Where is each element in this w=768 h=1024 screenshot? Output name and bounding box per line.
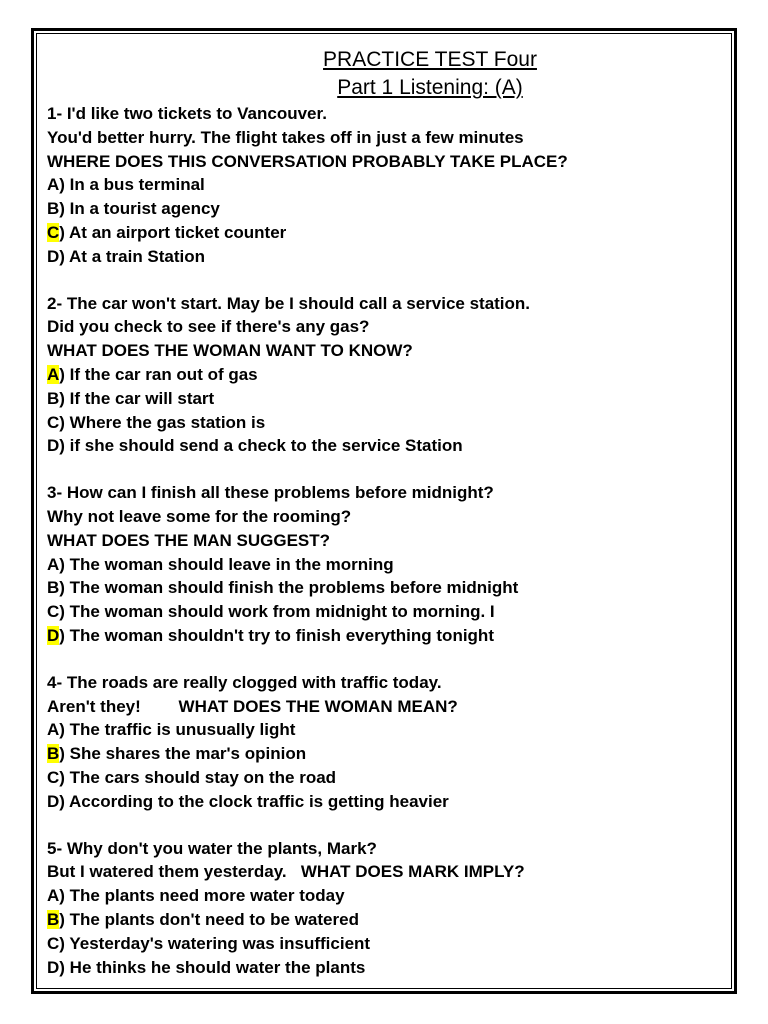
test-content — [47, 46, 717, 1002]
answer-option — [47, 624, 717, 648]
answer-option — [47, 245, 717, 269]
dialogue-line: 3- How can I finish all these problems before midnight? — [47, 483, 494, 503]
question-block — [47, 102, 717, 269]
answer-letter: D — [47, 436, 60, 456]
answer-letter-highlighted: C — [47, 222, 60, 242]
answer-letter: A — [47, 175, 60, 195]
question-prompt: WHAT DOES THE MAN SUGGEST? — [47, 530, 331, 550]
question-block — [47, 481, 717, 648]
dialogue-line: Did you check to see if there's any gas? — [47, 317, 370, 337]
answer-letter: B — [47, 199, 60, 219]
answer-option — [47, 387, 717, 411]
dialogue-line: 4- The roads are really clogged with traffic today. — [47, 672, 442, 692]
answer-option — [47, 363, 717, 387]
answer-text: ) She shares the mar's opinion — [59, 744, 307, 764]
answer-letter: C — [47, 602, 60, 622]
answer-letter: D — [47, 791, 60, 811]
question-prompt: WHAT DOES THE WOMAN WANT TO KNOW? — [47, 341, 413, 361]
answer-text: ) He thinks he should water the plants — [59, 957, 366, 977]
answer-letter: A — [47, 554, 60, 574]
question-block — [47, 671, 717, 814]
answer-option — [47, 766, 717, 790]
answer-text: ) Where the gas station is — [59, 412, 266, 432]
answer-letter: C — [47, 412, 60, 432]
answer-option — [47, 742, 717, 766]
question-list — [47, 102, 717, 979]
answer-option — [47, 932, 717, 956]
answer-text: ) If the car ran out of gas — [59, 364, 258, 384]
question-prompt: But I watered them yesterday. WHAT DOES MARK IMPLY? — [47, 862, 525, 882]
section-subtitle: Part 1 Listening: (A) — [337, 76, 523, 99]
answer-text: ) The plants don't need to be watered — [59, 909, 359, 929]
answer-option — [47, 221, 717, 245]
answer-letter-highlighted: B — [47, 909, 60, 929]
page-title — [47, 46, 717, 74]
answer-option — [47, 434, 717, 458]
answer-text: ) The woman should leave in the morning — [59, 554, 394, 574]
answer-option — [47, 576, 717, 600]
test-title: PRACTICE TEST Four — [323, 48, 537, 71]
answer-text: ) The woman shouldn't try to finish everything tonight — [59, 625, 494, 645]
answer-option — [47, 908, 717, 932]
answer-option — [47, 718, 717, 742]
dialogue-line: You'd better hurry. The flight takes off in just a few minutes — [47, 127, 524, 147]
answer-letter-highlighted: D — [47, 625, 60, 645]
answer-letter-highlighted: B — [47, 744, 60, 764]
answer-letter: C — [47, 933, 60, 953]
answer-option — [47, 173, 717, 197]
question-block — [47, 292, 717, 459]
answer-letter-highlighted: A — [47, 364, 60, 384]
answer-option — [47, 411, 717, 435]
answer-text: ) In a tourist agency — [59, 199, 220, 219]
answer-text: ) if she should send a check to the service Station — [59, 436, 463, 456]
answer-option — [47, 553, 717, 577]
answer-text: ) The cars should stay on the road — [59, 767, 337, 787]
answer-text: ) The traffic is unusually light — [59, 720, 296, 740]
answer-letter: A — [47, 720, 60, 740]
question-prompt: Aren't they! WHAT DOES THE WOMAN MEAN? — [47, 696, 458, 716]
dialogue-line: 1- I'd like two tickets to Vancouver. — [47, 104, 327, 123]
dialogue-line: 5- Why don't you water the plants, Mark? — [47, 838, 377, 858]
answer-option — [47, 884, 717, 908]
answer-letter: A — [47, 886, 60, 906]
answer-text: ) At a train Station — [59, 246, 206, 266]
answer-letter: B — [47, 388, 60, 408]
answer-text: ) The plants need more water today — [59, 886, 345, 906]
answer-text: ) At an airport ticket counter — [59, 222, 287, 242]
answer-option — [47, 600, 717, 624]
page-subtitle-row — [47, 74, 717, 102]
answer-option — [47, 197, 717, 221]
answer-text: ) Yesterday's watering was insufficient — [59, 933, 371, 953]
answer-option — [47, 956, 717, 980]
answer-option — [47, 790, 717, 814]
question-block — [47, 837, 717, 980]
dialogue-line: 2- The car won't start. May be I should call a service station. — [47, 293, 531, 313]
answer-text: ) In a bus terminal — [59, 175, 205, 195]
answer-text: ) If the car will start — [59, 388, 215, 408]
question-prompt: WHERE DOES THIS CONVERSATION PROBABLY TAKE PLACE? — [47, 151, 568, 171]
answer-letter: C — [47, 767, 60, 787]
dialogue-line: Why not leave some for the rooming? — [47, 506, 352, 526]
answer-text: ) The woman should work from midnight to morning. I — [59, 602, 495, 622]
answer-text: ) The woman should finish the problems before midnight — [59, 578, 519, 598]
answer-letter: B — [47, 578, 60, 598]
answer-text: ) According to the clock traffic is getting heavier — [59, 791, 449, 811]
answer-letter: D — [47, 246, 60, 266]
answer-letter: D — [47, 957, 60, 977]
